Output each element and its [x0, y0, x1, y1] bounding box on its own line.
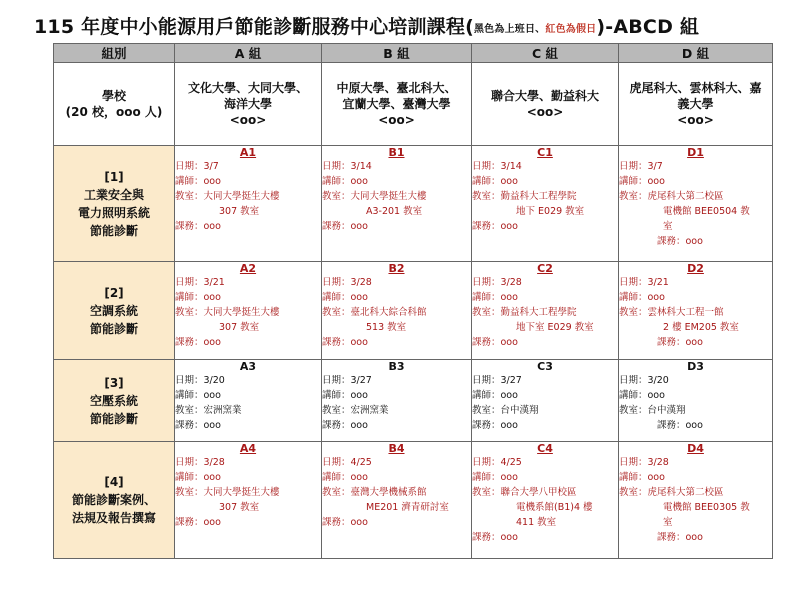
session-teacher: 講師：ooo — [175, 472, 221, 483]
session-cell-b4 — [322, 442, 472, 559]
session-affairs: 課務：ooo — [657, 236, 703, 247]
header-row — [54, 44, 773, 63]
session-teacher: 講師：ooo — [175, 390, 221, 401]
session-code: B4 — [388, 442, 405, 455]
session-teacher: 講師：ooo — [175, 292, 221, 303]
session-cell-d4 — [619, 442, 773, 559]
school-group-a — [175, 63, 322, 146]
session-date: 日期：3/21 — [175, 277, 225, 288]
school-group-c — [472, 63, 619, 146]
session-affairs: 課務：ooo — [657, 420, 703, 431]
course-title-line: 節能診斷案例、 — [71, 493, 156, 507]
session-room: 教室：台中漢翔 — [472, 405, 539, 416]
session-room-detail: 電機館 BEE0305 教 — [663, 502, 750, 513]
session-room: 教室：雲林科大工程一館 — [619, 307, 724, 318]
course-number: [1] — [104, 169, 124, 184]
school-count: <oo> — [378, 113, 415, 127]
session-room-detail: 電機館 BEE0504 教 — [663, 206, 750, 217]
course-title-line: 電力照明系統 — [77, 205, 150, 220]
session-code: B2 — [388, 262, 405, 275]
session-code: B1 — [388, 146, 405, 159]
session-date: 日期：3/28 — [175, 457, 225, 468]
school-names: 虎尾科大、雲林科大、嘉義大學 — [629, 81, 762, 111]
header-b: B 組 — [322, 44, 472, 63]
session-affairs: 課務：ooo — [472, 420, 518, 431]
session-cell-c1 — [472, 146, 619, 262]
session-teacher: 講師：ooo — [619, 176, 665, 187]
course-title-line: 空壓系統 — [89, 393, 138, 408]
course-title-line: 工業安全與 — [83, 187, 144, 202]
header-group: 組別 — [54, 44, 175, 63]
session-room: 教室：虎尾科大第二校區 — [619, 191, 724, 202]
session-affairs: 課務：ooo — [657, 532, 703, 543]
session-teacher: 講師：ooo — [322, 292, 368, 303]
session-teacher: 講師：ooo — [619, 292, 665, 303]
session-room: 教室：聯合大學八甲校區 — [472, 487, 577, 498]
session-code: C4 — [537, 442, 553, 455]
session-date: 日期：3/7 — [619, 161, 663, 172]
session-date: 日期：4/25 — [322, 457, 372, 468]
session-affairs: 課務：ooo — [175, 517, 221, 528]
session-cell-c4 — [472, 442, 619, 559]
session-room: 教室：臺北科大綜合科館 — [322, 307, 427, 318]
school-count: <oo> — [526, 105, 564, 119]
session-code: C3 — [537, 360, 553, 373]
session-cell-c2 — [472, 262, 619, 360]
course-row-2 — [54, 262, 773, 360]
session-teacher: 講師：ooo — [619, 390, 665, 401]
session-date: 日期：3/27 — [472, 375, 522, 386]
course-topic — [54, 262, 175, 360]
school-label — [54, 63, 175, 146]
session-cell-d2 — [619, 262, 773, 360]
session-room: 教室：宏洲窯業 — [175, 405, 242, 416]
session-code: C2 — [537, 262, 553, 275]
school-label-2: (20 校，ooo 人) — [65, 105, 163, 119]
session-room-detail: 地下室 E029 教室 — [516, 322, 594, 333]
session-room-detail: 室 — [663, 517, 673, 528]
session-room: 教室：勤益科大工程學院 — [472, 307, 577, 318]
title-suffix: )-ABCD 組 — [596, 16, 700, 38]
session-room: 教室：虎尾科大第二校區 — [619, 487, 724, 498]
session-room: 教室：宏洲窯業 — [322, 405, 389, 416]
session-date: 日期：3/27 — [322, 375, 372, 386]
course-title-line: 空調系統 — [89, 303, 138, 318]
session-code: B3 — [388, 360, 405, 373]
session-cell-d3 — [619, 360, 773, 442]
session-code: A2 — [239, 262, 257, 275]
session-cell-a4 — [175, 442, 322, 559]
header-a: A 組 — [175, 44, 322, 63]
session-code: D2 — [687, 262, 704, 275]
school-group-b — [322, 63, 472, 146]
course-title-line: 節能診斷 — [89, 223, 138, 238]
session-affairs: 課務：ooo — [322, 221, 368, 232]
session-date: 日期：3/20 — [175, 375, 225, 386]
session-date: 日期：3/28 — [472, 277, 522, 288]
session-affairs: 課務：ooo — [175, 337, 221, 348]
header-c: C 組 — [472, 44, 619, 63]
session-code: A3 — [239, 360, 257, 373]
page-title — [34, 12, 774, 42]
session-cell-b3 — [322, 360, 472, 442]
session-cell-a2 — [175, 262, 322, 360]
session-affairs: 課務：ooo — [472, 221, 518, 232]
session-cell-d1 — [619, 146, 773, 262]
session-room-detail: 513 教室 — [366, 322, 407, 333]
school-group-d — [619, 63, 773, 146]
session-teacher: 講師：ooo — [472, 176, 518, 187]
session-room-detail: A3-201 教室 — [366, 206, 423, 217]
session-date: 日期：3/20 — [619, 375, 669, 386]
session-room: 教室：臺灣大學機械系館 — [322, 487, 427, 498]
session-cell-b2 — [322, 262, 472, 360]
session-teacher: 講師：ooo — [175, 176, 221, 187]
session-room: 教室：大同大學挺生大樓 — [175, 191, 280, 202]
session-date: 日期：3/28 — [619, 457, 669, 468]
session-room-detail: ME201 濟青研討室 — [366, 502, 449, 513]
course-topic — [54, 360, 175, 442]
session-affairs: 課務：ooo — [322, 337, 368, 348]
session-room: 教室：大同大學挺生大樓 — [175, 487, 280, 498]
session-date: 日期：3/14 — [472, 161, 522, 172]
school-count: <oo> — [677, 113, 714, 127]
session-affairs: 課務：ooo — [657, 337, 703, 348]
session-room-detail: 2 樓 EM205 教室 — [663, 322, 739, 333]
session-affairs: 課務：ooo — [175, 420, 221, 431]
session-teacher: 講師：ooo — [619, 472, 665, 483]
session-code: D4 — [687, 442, 704, 455]
session-cell-c3 — [472, 360, 619, 442]
session-date: 日期：3/14 — [322, 161, 372, 172]
session-teacher: 講師：ooo — [322, 472, 368, 483]
session-room-detail: 307 教室 — [219, 206, 260, 217]
school-row — [54, 63, 773, 146]
schedule-table — [53, 43, 773, 559]
session-affairs: 課務：ooo — [322, 420, 368, 431]
session-room-detail: 電機系館(B1)4 樓 — [516, 502, 593, 513]
session-teacher: 講師：ooo — [322, 390, 368, 401]
session-affairs: 課務：ooo — [472, 337, 518, 348]
title-note-black: 黑色為上班日、 — [473, 24, 546, 35]
session-room: 教室：大同大學挺生大樓 — [175, 307, 280, 318]
course-number: [3] — [104, 375, 124, 390]
course-number: [4] — [104, 475, 124, 489]
session-cell-a3 — [175, 360, 322, 442]
course-number: [2] — [104, 285, 124, 300]
title-note-red: 紅色為假日 — [545, 24, 597, 35]
session-date: 日期：3/28 — [322, 277, 372, 288]
course-topic — [54, 146, 175, 262]
session-code: D3 — [687, 360, 704, 373]
session-date: 日期：4/25 — [472, 457, 522, 468]
session-code: A1 — [239, 146, 257, 159]
school-names: 文化大學、大同大學、海洋大學 — [187, 81, 308, 111]
school-names: 聯合大學、勤益科大 — [490, 89, 599, 103]
session-cell-b1 — [322, 146, 472, 262]
session-code: C1 — [537, 146, 553, 159]
session-room-detail: 411 教室 — [516, 517, 557, 528]
session-affairs: 課務：ooo — [472, 532, 518, 543]
session-room-detail: 307 教室 — [219, 502, 260, 513]
session-room-detail: 地下 E029 教室 — [516, 206, 585, 217]
session-code: A4 — [239, 442, 257, 455]
course-row-1 — [54, 146, 773, 262]
session-affairs: 課務：ooo — [175, 221, 221, 232]
course-topic — [54, 442, 175, 559]
school-names: 中原大學、臺北科大、宜蘭大學、臺灣大學 — [336, 81, 457, 111]
school-count: <oo> — [229, 113, 267, 127]
session-affairs: 課務：ooo — [322, 517, 368, 528]
session-cell-a1 — [175, 146, 322, 262]
session-room: 教室：勤益科大工程學院 — [472, 191, 577, 202]
session-room-detail: 307 教室 — [219, 322, 260, 333]
session-room-detail: 室 — [663, 221, 673, 232]
session-teacher: 講師：ooo — [472, 390, 518, 401]
course-title-line: 節能診斷 — [89, 321, 138, 336]
session-code: D1 — [687, 146, 704, 159]
session-date: 日期：3/7 — [175, 161, 219, 172]
session-room: 教室：台中漢翔 — [619, 405, 686, 416]
session-teacher: 講師：ooo — [322, 176, 368, 187]
session-date: 日期：3/21 — [619, 277, 669, 288]
session-room: 教室：大同大學挺生大樓 — [322, 191, 427, 202]
header-d: D 組 — [619, 44, 773, 63]
course-row-4 — [54, 442, 773, 559]
session-teacher: 講師：ooo — [472, 472, 518, 483]
session-teacher: 講師：ooo — [472, 292, 518, 303]
title-main: 115 年度中小能源用戶節能診斷服務中心培訓課程( — [34, 16, 474, 38]
course-row-3 — [54, 360, 773, 442]
course-title-line: 法規及報告撰寫 — [71, 511, 156, 525]
course-title-line: 節能診斷 — [89, 411, 138, 426]
school-label-1: 學校 — [101, 89, 126, 103]
